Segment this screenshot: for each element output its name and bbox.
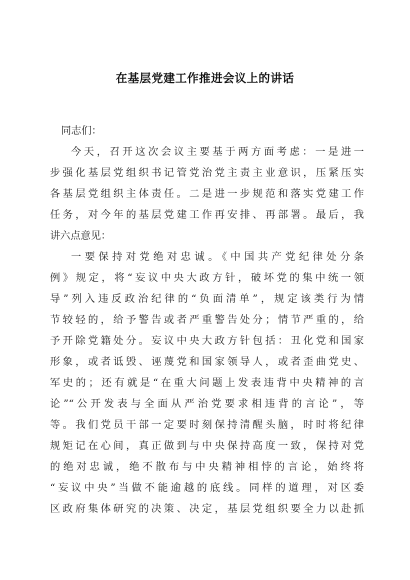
text-line: 步强化基层党组织书记管党治党主责主业意识，压紧压实 — [50, 168, 364, 179]
text-line: 予开除党籍处分。妄议中央大政方针包括：丑化党和国家 — [50, 336, 364, 347]
salutation: 同志们： — [61, 126, 102, 137]
paragraph-point-one — [50, 247, 364, 520]
document-title: 在基层党建工作推进会议上的讲话 — [115, 71, 295, 85]
text-line: 各基层党组织主体责任。二是进一步规范和落实党建工作 — [50, 189, 364, 200]
text-line: 规矩记在心间，真正做到与中央保持高度一致，保持对党 — [50, 441, 364, 452]
text-line: 今天，召开这次会议主要基于两方面考虑：一是进一 — [71, 147, 364, 158]
text-line: 一要保持对党绝对忠诚。《中国共产党纪律处分条 — [71, 252, 364, 263]
text-line: 节较轻的，给予警告或者严重警告处分；情节严重的，给 — [50, 315, 364, 326]
paragraph-intro — [50, 142, 364, 247]
text-line: 讲六点意见： — [50, 231, 112, 242]
text-line: 的绝对忠诚，绝不散布与中央精神相悖的言论，始终将 — [50, 462, 364, 473]
text-line: 区政府集体研究的决策、决定，基层党组织要全力以赴抓 — [50, 504, 364, 515]
text-line: 形象，或者诋毁、诬蔑党和国家领导人，或者歪曲党史、 — [50, 357, 364, 368]
text-line: 导”列入违反政治纪律的“负面清单”，规定该类行为情 — [50, 294, 364, 305]
text-line: 论”“公开发表与全面从严治党要求相违背的言论”，等 — [50, 399, 364, 410]
text-line: 军史的；还有就是“在重大问题上发表违背中央精神的言 — [50, 378, 364, 389]
document-body — [50, 121, 364, 520]
text-line: “妄议中央”当做不能逾越的底线。同样的道理，对区委 — [50, 483, 364, 494]
text-line: 例》规定，将“妄议中央大政方针，破坏党的集中统一领 — [50, 273, 364, 284]
text-line: 等。我们党员干部一定要时刻保持清醒头脑，时时将纪律 — [50, 420, 364, 431]
text-line: 任务，对今年的基层党建工作再安排、再部署。最后，我 — [50, 210, 364, 221]
